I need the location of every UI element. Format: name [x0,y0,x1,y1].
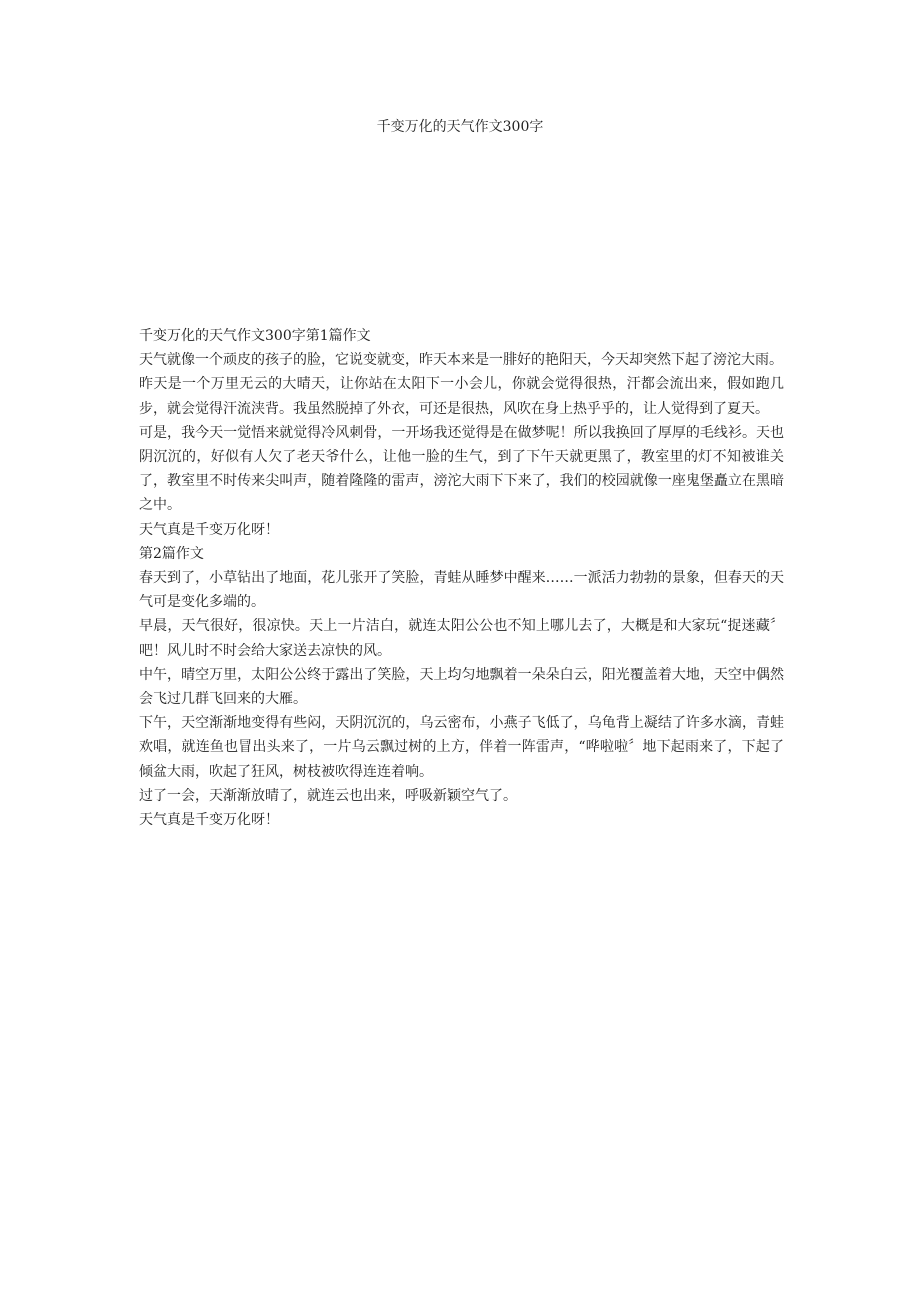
paragraph: 天气就像一个顽皮的孩子的脸，它说变就变，昨天本来是一腓好的艳阳天，今天却突然下起了滂沱大雨。 [139,352,783,369]
paragraph: 春天到了，小草钻出了地面，花儿张开了笑脸，青蛙从睡梦中醒来……一派活力勃勃的景象，但春天的天气可是变化多端的。 [139,570,784,611]
paragraph: 昨天是一个万里无云的大晴天，让你站在太阳下一小会儿，你就会觉得很热，汗都会流出来，假如跑几步，就会觉得汗流浃背。我虽然脱掉了外衣，可还是很热，风吹在身上热乎乎的，让人觉得到了夏天。 [139,376,784,417]
paragraph: 天气真是千变万化呀！ [139,521,279,538]
paragraph: 下午，天空渐渐地变得有些闷，天阴沉沉的，乌云密布，小燕子飞低了，乌龟背上凝结了许多水滴，青蛙欢唱，就连鱼也冒出头来了，一片乌云飘过树的上方，伴着一阵雷声，“哗啦啦〞地下起雨来了，下起了倾盆大雨，吹起了狂风，树枝被吹得连连着响。 [139,715,784,780]
paragraph: 过了一会，天渐渐放晴了，就连云也出来，呼吸新颖空气了。 [139,787,517,804]
paragraph: 中午，晴空万里，太阳公公终于露出了笑脸，天上均匀地飘着一朵朵白云，阳光覆盖着大地，天空中偶然会飞过几群飞回来的大雁。 [139,666,784,708]
document-title: 千变万化的天气作文300字 [376,119,544,135]
document-body [139,324,784,832]
paragraph: 早晨，天气很好，很凉快。天上一片洁白，就连太阳公公也不知上哪儿去了，大概是和大家玩“捉迷藏〞吧！风儿时不时会给大家送去凉快的风。 [139,618,784,659]
paragraph: 天气真是千变万化呀！ [139,812,279,829]
paragraph: 可是，我今天一觉悟来就觉得冷风刺骨，一开场我还觉得是在做梦呢！所以我换回了厚厚的毛线衫。天也阴沉沉的，好似有人欠了老天爷什么，让他一脸的生气，到了下午天就更黑了，教室里的灯不知被谁关了，教室里不时传来尖叫声，随着隆隆的雷声，滂沱大雨下下来了，我们的校园就像一座鬼堡矗立在黑暗之中。 [139,424,784,514]
section-heading-1: 千变万化的天气作文300字第1篇作文 [139,328,371,344]
section-heading-2: 第2篇作文 [139,545,204,562]
